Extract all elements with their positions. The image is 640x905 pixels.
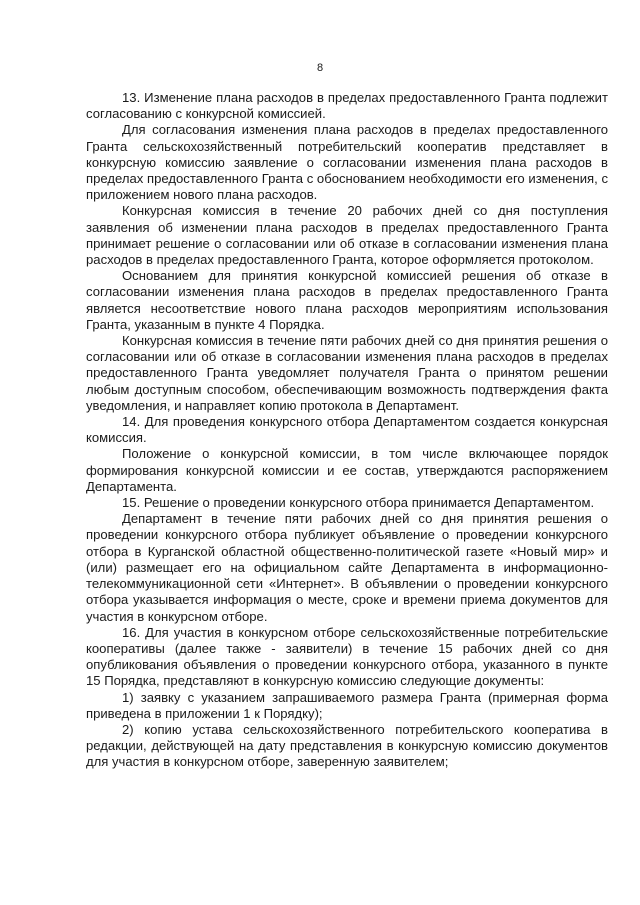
document-body [86, 90, 608, 771]
paragraph-13: 13. Изменение плана расходов в пределах предоставленного Гранта подлежит согласованию с конкурсной комиссией. [86, 90, 608, 122]
page-number: 8 [316, 62, 324, 74]
paragraph-15: 15. Решение о проведении конкурсного отбора принимается Департаментом. [122, 495, 595, 511]
list-item-2: 2) копию устава сельскохозяйственного потребительского кооператива в редакции, действующей на дату представления в конкурсную комиссию документов для участия в конкурсном отборе, заверенную заявителем; [86, 721, 608, 770]
paragraph-commission-regulation: Положение о конкурсной комиссии, в том числе включающее порядок формирования конкурсной комиссии и ее состав, утверждаются распоряжением Департамента. [86, 446, 608, 494]
paragraph-16: 16. Для участия в конкурсном отборе сельскохозяйственные потребительские кооперативы (далее также - заявители) в течение 15 рабочих дней со дня опубликования объявления о проведении конкурсного отбора, указанного в пункте 15 Порядка, представляют в конкурсную комиссию следующие документы: [86, 624, 608, 689]
list-item-1: 1) заявку с указанием запрашиваемого размера Гранта (примерная форма приведена в приложении 1 к Порядку); [86, 689, 608, 721]
paragraph-14: 14. Для проведения конкурсного отбора Департаментом создается конкурсная комиссия. [86, 414, 608, 446]
paragraph-approval-request: Для согласования изменения плана расходов в пределах предоставленного Гранта сельскохозяйственный потребительский кооператив представляет в конкурсную комиссию заявление о согласовании изменения плана расходов в пределах предоставленного Гранта с обоснованием необходимости его изменения, с приложением нового плана расходов. [86, 122, 608, 203]
paragraph-refusal-grounds: Основанием для принятия конкурсной комиссией решения об отказе в согласовании изменения плана расходов в пределах предоставленного Гранта является несоответствие нового плана расходов мероприятиям использования Гранта, указанным в пункте 4 Порядка. [86, 268, 608, 332]
paragraph-commission-decision: Конкурсная комиссия в течение 20 рабочих дней со дня поступления заявления об изменении плана расходов в пределах предоставленного Гранта принимает решение о согласовании или об отказе в согласовании изменения плана расходов в пределах предоставленного Гранта, которое оформляется протоколом. [86, 203, 608, 268]
paragraph-notification: Конкурсная комиссия в течение пяти рабочих дней со дня принятия решения о согласовании или об отказе в согласовании изменения плана расходов в пределах предоставленного Гранта уведомляет получателя Гранта о принятом решении любым доступным способом, обеспечивающим возможность подтверждения факта уведомления, и направляет копию протокола в Департамент. [86, 333, 608, 413]
paragraph-announcement: Департамент в течение пяти рабочих дней со дня принятия решения о проведении конкурсного отбора публикует объявление о проведении конкурсного отбора в Курганской областной общественно-политической газете «Новый мир» и (или) размещает его на официальном сайте Департамента в информационно-телекоммуникационной сети «Интернет». В объявлении о проведении конкурсного отбора указывается информация о месте, сроке и времени приема документов для участия в конкурсном отборе. [86, 511, 608, 624]
